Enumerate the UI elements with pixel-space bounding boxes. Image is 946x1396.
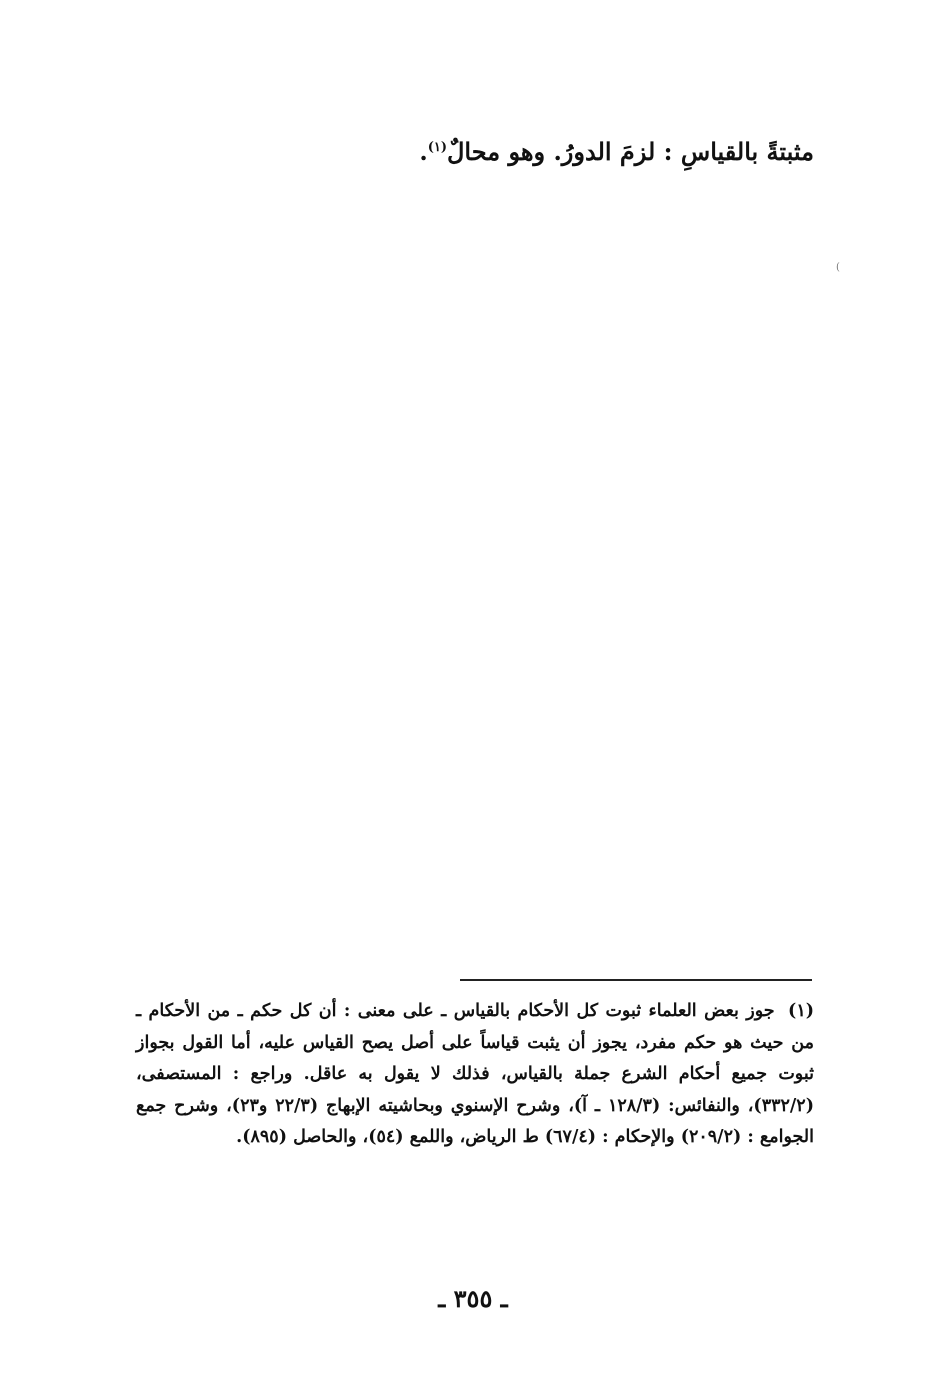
footnote-reference[interactable]: (١) bbox=[427, 140, 447, 155]
footnote-divider bbox=[460, 979, 812, 981]
stray-mark: ( bbox=[836, 262, 840, 273]
main-text-line bbox=[124, 126, 814, 174]
footnotes-section bbox=[136, 996, 814, 1154]
footnote-text: جوز بعض العلماء ثبوت كل الأحكام بالقياس ـ على معنى : أن كل حكم ـ من الأحكام ـ من حيث هو حكم مفرد، يجوز أن يثبت قياساً على أصل يصح القياس عليه، أما القول بجواز ثبوت جميع أحكام الشرع جملة بالقياس، فذلك لا يقول به عاقل. وراجع : المستصفى، (٣٣٢/٢)، والنفائس: (١٢٨/٣ ـ آ)، وشرح الإسنوي وبحاشيته الإبهاج (٢٢/٣ و٢٣)، وشرح جمع الجوامع : (٢٠٩/٢) والإحكام : (٦٧/٤) ط الرياض، واللمع (٥٤)، والحاصل (٨٩٥). bbox=[136, 1001, 814, 1147]
footnote-1 bbox=[136, 996, 814, 1154]
main-text-end-punct: . bbox=[419, 137, 428, 166]
footnote-marker: (١) bbox=[788, 1001, 814, 1021]
main-text-body: مثبتةً بالقياسِ : لزمَ الدورُ. وهو محالٌ bbox=[446, 137, 814, 166]
page-number: ـ ٣٥٥ ـ bbox=[438, 1284, 508, 1313]
